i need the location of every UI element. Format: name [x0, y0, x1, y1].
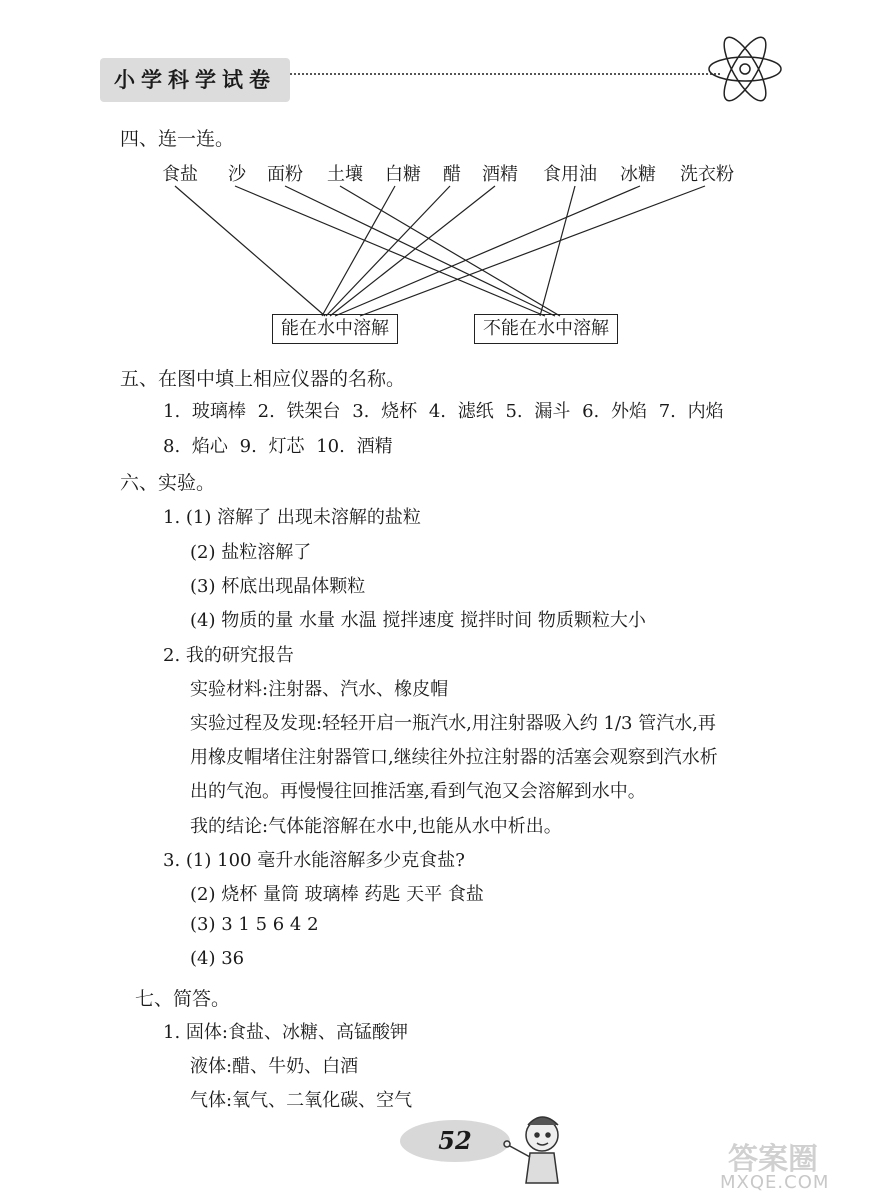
watermark-url: MXQE.COM — [720, 1172, 830, 1193]
s6-line-4: (4) 物质的量 水量 水温 搅拌速度 搅拌时间 物质颗粒大小 — [190, 610, 646, 631]
s6-line-14: (4) 36 — [190, 948, 245, 969]
s6-line-6: 实验材料:注射器、汽水、橡皮帽 — [190, 679, 449, 700]
item-alcohol: 酒精 — [482, 164, 518, 185]
s6-line-11: 3. (1) 100 毫升水能溶解多少克食盐? — [163, 850, 465, 871]
watermark-logo: 答案圈 — [728, 1142, 818, 1177]
item-rock-sugar: 冰糖 — [620, 164, 656, 185]
s6-line-13: (3) 3 1 5 6 4 2 — [190, 914, 319, 935]
s6-line-5: 2. 我的研究报告 — [163, 645, 294, 666]
item-sugar: 白糖 — [385, 164, 421, 185]
section5-heading: 五、在图中填上相应仪器的名称。 — [120, 368, 406, 390]
matching-lines — [0, 0, 869, 360]
header-title: 小学科学试卷 — [100, 58, 290, 102]
item-flour: 面粉 — [267, 164, 303, 185]
s6-line-8: 用橡皮帽堵住注射器管口,继续往外拉注射器的活塞会观察到汽水析 — [190, 747, 718, 768]
soluble-box: 能在水中溶解 — [272, 314, 398, 344]
page-number: 52 — [400, 1120, 510, 1162]
s6-line-2: (2) 盐粒溶解了 — [190, 542, 312, 563]
s6-line-1: 1. (1) 溶解了 出现未溶解的盐粒 — [163, 507, 421, 528]
s7-line-1: 1. 固体:食盐、冰糖、高锰酸钾 — [163, 1022, 408, 1043]
section6-heading: 六、实验。 — [120, 472, 216, 494]
insoluble-box: 不能在水中溶解 — [474, 314, 618, 344]
s7-line-2: 液体:醋、牛奶、白酒 — [190, 1056, 359, 1077]
boy-mascot-icon — [500, 1105, 570, 1185]
section4-heading: 四、连一连。 — [120, 128, 235, 150]
item-soil: 土壤 — [327, 164, 363, 185]
item-vinegar: 醋 — [443, 164, 461, 185]
s6-line-3: (3) 杯底出现晶体颗粒 — [190, 576, 366, 597]
item-detergent: 洗衣粉 — [680, 164, 734, 185]
s6-line-10: 我的结论:气体能溶解在水中,也能从水中析出。 — [190, 816, 562, 837]
item-salt: 食盐 — [162, 164, 198, 185]
s7-line-3: 气体:氧气、二氧化碳、空气 — [190, 1090, 413, 1111]
s6-line-12: (2) 烧杯 量筒 玻璃棒 药匙 天平 食盐 — [190, 884, 484, 905]
item-sand: 沙 — [228, 164, 246, 185]
s6-line-9: 出的气泡。再慢慢往回推活塞,看到气泡又会溶解到水中。 — [190, 781, 646, 802]
section5-line2: 8. 焰心 9. 灯芯 10. 酒精 — [163, 436, 393, 457]
section5-line1: 1. 玻璃棒 2. 铁架台 3. 烧杯 4. 滤纸 5. 漏斗 6. 外焰 7. 内焰 — [163, 401, 724, 422]
section7-heading: 七、简答。 — [135, 988, 231, 1010]
s6-line-7: 实验过程及发现:轻轻开启一瓶汽水,用注射器吸入约 1/3 管汽水,再 — [190, 713, 716, 734]
item-cooking-oil: 食用油 — [543, 164, 597, 185]
